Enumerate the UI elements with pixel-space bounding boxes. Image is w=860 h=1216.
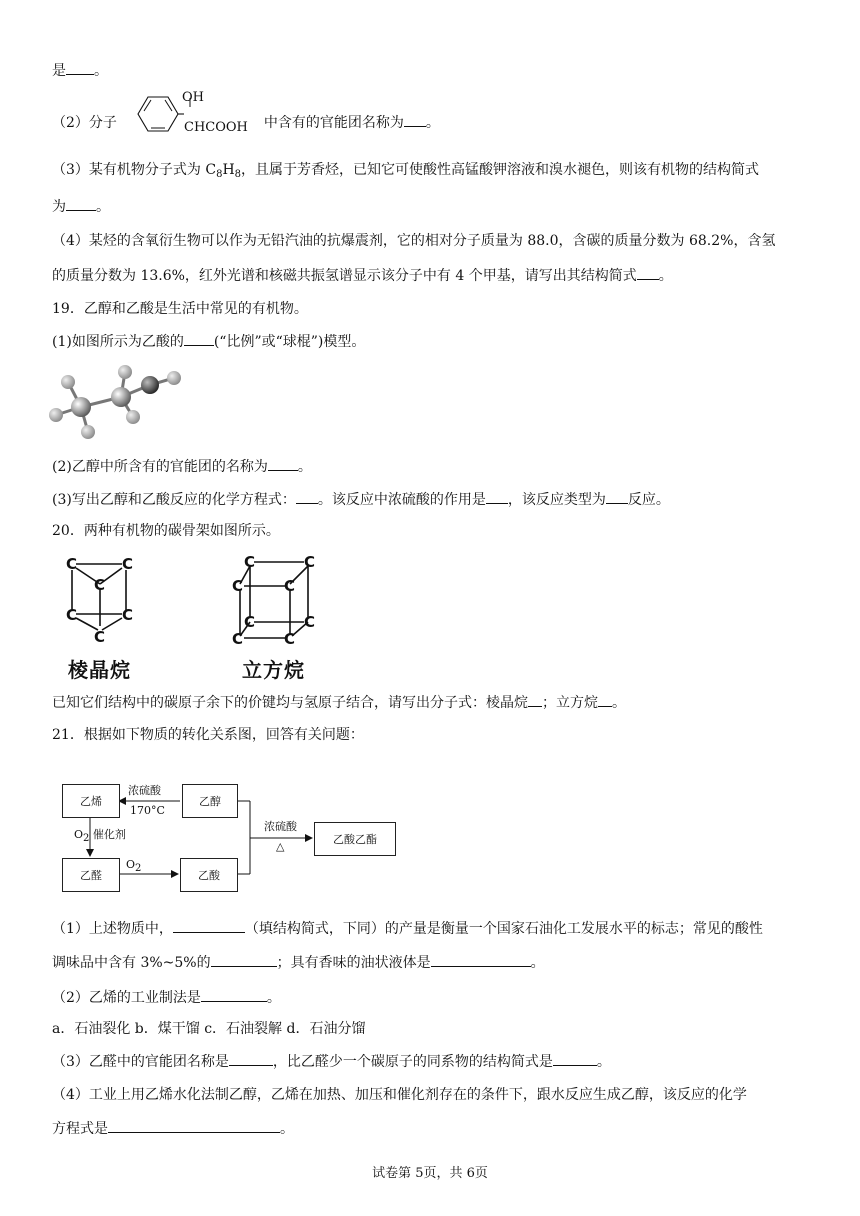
- q18-part3-line1: （3）某有机物分子式为 $C_8H_8$，且属于芳香烃，已知它可使酸性高锰酸钾溶液和溴水褪色，则该有机物的结构简式: [52, 162, 760, 180]
- answer-blank[interactable]: [528, 692, 542, 707]
- atom-c: C: [284, 630, 296, 648]
- flow-node-acetaldehyde: 乙醛: [62, 858, 120, 892]
- flow-node-ethyl-acetate: 乙酸乙酯: [314, 822, 396, 856]
- answer-blank[interactable]: [404, 112, 426, 127]
- q21-part3: （3）乙醛中的官能团名称是 ，比乙醛少一个碳原子的同系物的结构简式是 。: [52, 1051, 611, 1072]
- cond-o2: $O_2$: [126, 858, 142, 874]
- atom-c: C: [232, 577, 244, 595]
- flow-node-ethylene: 乙烯: [62, 784, 120, 818]
- atom-c: C: [122, 606, 134, 624]
- answer-blank[interactable]: [211, 952, 277, 967]
- q20-question: 已知它们结构中的碳原子余下的价键均与氢原子结合，请写出分子式：棱晶烷 ；立方烷 。: [52, 692, 626, 713]
- atom-c: C: [94, 576, 106, 594]
- q21-part2: （2）乙烯的工业制法是 。: [52, 987, 281, 1008]
- answer-blank[interactable]: [108, 1118, 280, 1133]
- atom-c: C: [304, 613, 316, 631]
- cond-ester-acid: 浓硫酸: [264, 820, 297, 833]
- atom-c: C: [232, 630, 244, 648]
- q18-part2: （2）分子 中含有的官能团名称为 。: [52, 112, 440, 133]
- atom-c: C: [304, 553, 316, 571]
- conversion-flow-diagram: [60, 770, 400, 900]
- acetic-acid-ball-stick-model: [48, 362, 198, 442]
- q21-part4-line2: 方程式是 。: [52, 1118, 294, 1139]
- cond-conc-sulfuric: 浓硫酸: [128, 784, 161, 797]
- atom-c: C: [66, 606, 78, 624]
- atom-c: C: [94, 628, 106, 646]
- page-footer: 试卷第 5页，共 6页: [372, 1166, 488, 1181]
- mol-chain-label: CHCOOH: [184, 120, 248, 135]
- atom-c: C: [66, 555, 78, 573]
- atom-c: C: [244, 613, 256, 631]
- answer-blank[interactable]: [66, 196, 96, 211]
- answer-blank[interactable]: [553, 1051, 597, 1066]
- answer-blank[interactable]: [268, 456, 298, 471]
- answer-blank[interactable]: [173, 918, 245, 933]
- q19-title: 19．乙醇和乙酸是生活中常见的有机物。: [52, 301, 308, 317]
- cond-temperature: 170°C: [130, 804, 165, 817]
- cubane-label: 立方烷: [242, 658, 305, 682]
- flow-node-acetic-acid: 乙酸: [180, 858, 238, 892]
- answer-blank[interactable]: [598, 692, 612, 707]
- atom-c: C: [284, 577, 296, 595]
- q21-part1-line2: 调味品中含有 3%~5%的 ；具有香味的油状液体是 。: [52, 952, 545, 973]
- answer-blank[interactable]: [296, 489, 318, 504]
- q21-part1-line1: （1）上述物质中， （填结构简式，下同）的产量是衡量一个国家石油化工发展水平的标志；常见的酸性: [52, 918, 763, 939]
- atom-c: C: [122, 555, 134, 573]
- q19-part3: (3)写出乙醇和乙酸反应的化学方程式： 。该反应中浓硫酸的作用是 ，该反应类型为 反应。: [52, 489, 670, 510]
- q21-options: a．石油裂化 b．煤干馏 c．石油裂解 d．石油分馏: [52, 1021, 366, 1037]
- answer-blank[interactable]: [201, 987, 267, 1002]
- answer-blank[interactable]: [431, 952, 531, 967]
- q20-title: 20．两种有机物的碳骨架如图所示。: [52, 523, 280, 539]
- answer-blank[interactable]: [229, 1051, 273, 1066]
- q18-part3-line2: 为 。: [52, 196, 110, 217]
- q21-title: 21．根据如下物质的转化关系图，回答有关问题：: [52, 727, 364, 743]
- atom-c: C: [244, 553, 256, 571]
- answer-blank[interactable]: [637, 265, 659, 280]
- answer-blank[interactable]: [66, 60, 94, 75]
- flow-node-ethanol: 乙醇: [182, 784, 238, 818]
- answer-blank[interactable]: [184, 331, 214, 346]
- mol-oh-label: OH: [182, 90, 204, 105]
- answer-blank[interactable]: [606, 489, 628, 504]
- q18-part4-line1: （4）某烃的含氧衍生物可以作为无铅汽油的抗爆震剂，它的相对分子质量为 88.0，含碳的质量分数为 68.2%，含氢: [52, 233, 776, 249]
- q19-part1: (1)如图所示为乙酸的 (“比例”或“球棍”)模型。: [52, 331, 365, 352]
- cond-o2-catalyst: $O_2$ 催化剂: [74, 828, 126, 844]
- cond-heat: △: [276, 840, 285, 853]
- q18-part4-line2: 的质量分数为 13.6%，红外光谱和核磁共振氢谱显示该分子中有 4 个甲基，请写出其结构简式 。: [52, 265, 673, 286]
- q21-part4-line1: （4）工业上用乙烯水化法制乙醇，乙烯在加热、加压和催化剂存在的条件下，跟水反应生成乙醇，该反应的化学: [52, 1087, 747, 1103]
- q19-part2: (2)乙醇中所含有的官能团的名称为 。: [52, 456, 312, 477]
- cubane-skeleton: [228, 550, 328, 656]
- answer-blank[interactable]: [486, 489, 508, 504]
- q18-top-line: 是 。: [52, 60, 108, 81]
- prismane-label: 棱晶烷: [68, 658, 131, 682]
- prismane-skeleton: [60, 552, 150, 652]
